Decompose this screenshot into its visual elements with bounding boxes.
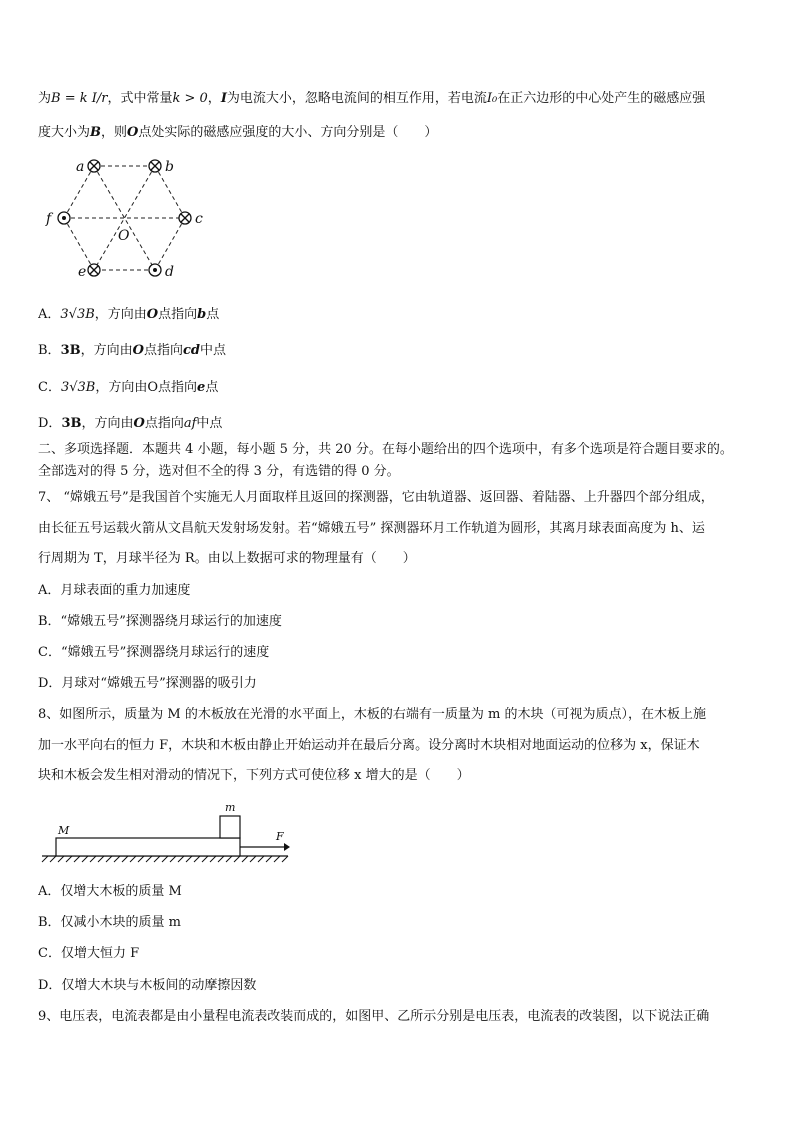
q6-option-c[interactable]: [38, 380, 760, 396]
text: ，方向由: [95, 380, 148, 395]
symbol-i0: I₀: [486, 91, 498, 106]
option-value: 3B: [60, 343, 81, 358]
label-f: F: [276, 830, 284, 843]
wire-e-into-page-icon: [88, 264, 100, 276]
q7-stem-line-3: 行周期为 T，月球半径为 R。由以上数据可求的物理量有（ ）: [38, 551, 416, 566]
wire-b-into-page-icon: [149, 160, 161, 172]
option-target: cd: [182, 343, 200, 358]
option-letter: C．: [38, 380, 61, 395]
block-rect: [220, 816, 240, 838]
text: 中点: [196, 416, 223, 431]
text: 点指向: [158, 380, 198, 395]
symbol-b: B: [90, 125, 102, 140]
wire-c-into-page-icon: [179, 212, 191, 224]
q7-option-d[interactable]: D．月球对“嫦娥五号”探测器的吸引力: [38, 676, 257, 691]
q6-stem-line-2: [38, 125, 760, 141]
text: 度大小为: [38, 125, 91, 140]
label-c: c: [195, 211, 203, 227]
text: 为: [38, 91, 52, 106]
text: ，: [207, 91, 221, 106]
arrow-right-icon: [284, 843, 290, 851]
q7-stem-line-2: 由长征五号运载火箭从文昌航天发射场发射。若“嫦娥五号” 探测器环月工作轨道为圆形，其离月球表面高度为 h、运: [38, 521, 705, 536]
text: 点指向: [158, 307, 198, 322]
option-letter: B．: [38, 343, 61, 358]
symbol-o: O: [147, 380, 159, 395]
q6-option-d[interactable]: [38, 416, 760, 432]
symbol-o: O: [146, 307, 159, 322]
q6-option-b[interactable]: [38, 343, 760, 359]
text: 点处实际的磁感应强度的大小、方向分别是（ ）: [138, 125, 438, 140]
text: ，方向由: [81, 416, 134, 431]
wire-d-out-of-page-icon: [149, 264, 161, 276]
q8-stem-line-2: 加一水平向右的恒力 F，木块和木板由静止开始运动并在最后分离。设分离时木块相对地面运动的位移为 x，保证木: [38, 738, 700, 753]
symbol-i: I: [220, 91, 227, 106]
text: 点指向: [143, 343, 183, 358]
option-target: b: [197, 307, 207, 322]
label-e: e: [78, 264, 87, 280]
section-2-instructions-line-2: 全部选对的得 5 分，选对但不全的得 3 分，有选错的得 0 分。: [38, 464, 400, 479]
board-block-figure: [38, 798, 298, 866]
formula-b-eq-ki-over-r: B = k I/r: [51, 91, 108, 106]
q8-option-d[interactable]: D．仅增大木块与木板间的动摩擦因数: [38, 978, 257, 993]
q7-option-a[interactable]: A．月球表面的重力加速度: [38, 583, 191, 598]
option-value: 3B: [61, 416, 82, 431]
label-m: m: [225, 801, 236, 814]
q6-stem-line-1: [38, 91, 760, 107]
text: 在正六边形的中心处产生的磁感应强: [497, 91, 706, 106]
symbol-o: O: [133, 416, 145, 431]
option-letter: A．: [38, 307, 61, 322]
wire-a-into-page-icon: [88, 160, 100, 172]
option-target: af: [183, 416, 197, 431]
q8-option-a[interactable]: A．仅增大木板的质量 M: [38, 884, 182, 899]
q7-option-c[interactable]: C．“嫦娥五号”探测器绕月球运行的速度: [38, 645, 270, 660]
text: ，方向由: [80, 343, 133, 358]
text: ，则: [101, 125, 128, 140]
label-big-m: M: [58, 824, 70, 837]
text: 中点: [199, 343, 226, 358]
label-d: d: [165, 264, 174, 280]
option-letter: D．: [38, 416, 62, 431]
text: ，式中常量: [107, 91, 173, 106]
option-value: 3√3B: [60, 307, 95, 322]
text: 点指向: [144, 416, 184, 431]
symbol-o: O: [127, 125, 139, 140]
section-2-instructions-line-1: 二、多项选择题．本题共 4 小题，每小题 5 分，共 20 分。在每小题给出的四个选项中，有多个选项是符合题目要求的。: [38, 442, 733, 457]
q8-stem-line-3: 块和木板会发生相对滑动的情况下，下列方式可使位移 x 增大的是（ ）: [38, 768, 470, 783]
board-rect: [56, 838, 240, 856]
q6-option-a[interactable]: [38, 307, 760, 323]
q8-stem-line-1: 8、如图所示，质量为 M 的木板放在光滑的水平面上，木板的右端有一质量为 m 的木块（可视为质点），在木板上施: [38, 707, 706, 722]
q8-option-c[interactable]: C．仅增大恒力 F: [38, 946, 140, 961]
label-o: O: [118, 228, 130, 244]
symbol-o: O: [132, 343, 144, 358]
wire-f-out-of-page-icon: [58, 212, 70, 224]
option-target: e: [197, 380, 206, 395]
label-a: a: [76, 159, 85, 175]
q7-stem-line-1: 7、 “嫦娥五号”是我国首个实施无人月面取样且返回的探测器，它由轨道器、返回器、着陆器、上升器四个部分组成，: [38, 490, 714, 505]
q8-option-b[interactable]: B．仅减小木块的质量 m: [38, 915, 182, 930]
option-value: 3√3B: [60, 380, 96, 395]
label-f: f: [46, 211, 52, 227]
formula-k-positive: k > 0: [172, 91, 208, 106]
hexagon-figure: [40, 150, 210, 285]
q7-option-b[interactable]: B．“嫦娥五号”探测器绕月球运行的加速度: [38, 614, 282, 629]
text: 为电流大小，忽略电流间的相互作用，若电流: [226, 91, 487, 106]
q9-stem-line-1: 9、电压表，电流表都是由小量程电流表改装而成的，如图甲、乙所示分别是电压表，电流表的改装图，以下说法正确: [38, 1009, 710, 1024]
text: 点: [206, 307, 220, 322]
text: 点: [205, 380, 219, 395]
label-b: b: [165, 159, 174, 175]
text: ，方向由: [94, 307, 147, 322]
